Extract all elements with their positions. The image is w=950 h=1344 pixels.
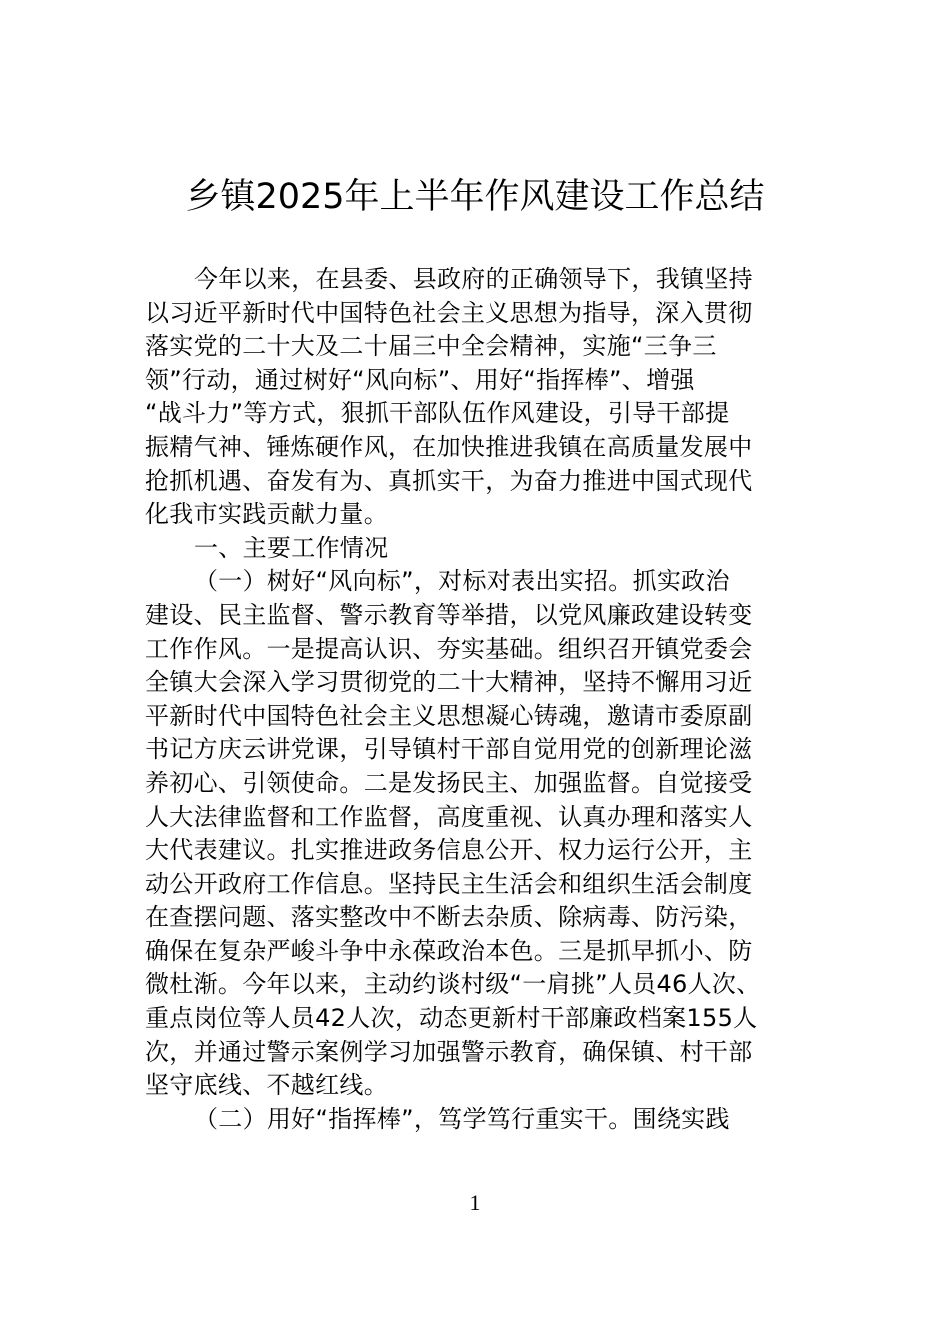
subsection-paragraph-line: （一）树好“风向标”，对标对表出实招。抓实政治 [194,567,730,596]
subsection-paragraph-line: 重点岗位等人员42人次，动态更新村干部廉政档案155人 [145,1004,758,1033]
subsection-paragraph-line: 坚守底线、不越红线。 [145,1071,388,1100]
subsection-paragraph-line: 动公开政府工作信息。坚持民主生活会和组织生活会制度 [145,869,753,898]
intro-paragraph-line: 抢抓机遇、奋发有为、真抓实干，为奋力推进中国式现代 [145,466,753,495]
subsection-paragraph-line: 大代表建议。扎实推进政务信息公开、权力运行公开，主 [145,836,753,865]
subsection-paragraph-line: 书记方庆云讲党课，引导镇村干部自觉用党的创新理论滋 [145,735,753,764]
subsection-paragraph-line: 养初心、引领使命。二是发扬民主、加强监督。自觉接受 [145,768,753,797]
intro-paragraph-line: 今年以来，在县委、县政府的正确领导下，我镇坚持 [194,265,753,293]
intro-paragraph-line: 领”行动，通过树好“风向标”、用好“指挥棒”、增强 [145,365,695,394]
subsection-paragraph-line: 次，并通过警示案例学习加强警示教育，确保镇、村干部 [145,1037,753,1066]
intro-paragraph-line: 落实党的二十大及二十届三中全会精神，实施“三争三 [145,332,717,361]
document-body [145,263,825,1136]
subsection-paragraph-line: 在查摆问题、落实整改中不断去杂质、除病毒、防污染， [145,903,753,932]
subsection-paragraph-line: 确保在复杂严峻斗争中永葆政治本色。三是抓早抓小、防 [145,936,753,965]
subsection-paragraph-line: （二）用好“指挥棒”，笃学笃行重实干。围绕实践 [194,1104,730,1133]
intro-paragraph-line: 以习近平新时代中国特色社会主义思想为指导，深入贯彻 [145,298,753,327]
subsection-paragraph-line: 工作作风。一是提高认识、夯实基础。组织召开镇党委会 [145,634,753,663]
subsection-paragraph-line: 平新时代中国特色社会主义思想凝心铸魂，邀请市委原副 [145,701,753,730]
page-number: 1 [469,1190,481,1215]
subsection-paragraph-line: 建设、民主监督、警示教育等举措，以党风廉政建设转变 [145,600,753,629]
subsection-paragraph-line: 全镇大会深入学习贯彻党的二十大精神，坚持不懈用习近 [145,668,753,697]
subsection-paragraph-line: 人大法律监督和工作监督，高度重视、认真办理和落实人 [145,802,753,831]
section-heading: 一、主要工作情况 [194,533,389,562]
intro-paragraph-line: 振精气神、锤炼硬作风，在加快推进我镇在高质量发展中 [145,432,753,461]
document-title: 乡镇2025年上半年作风建设工作总结 [185,177,765,217]
intro-paragraph-line: 化我市实践贡献力量。 [145,500,388,529]
intro-paragraph-line: “战斗力”等方式，狠抓干部队伍作风建设，引导干部提 [145,399,730,428]
subsection-paragraph-line: 微杜渐。今年以来，主动约谈村级“一肩挑”人员46人次、 [145,970,761,999]
